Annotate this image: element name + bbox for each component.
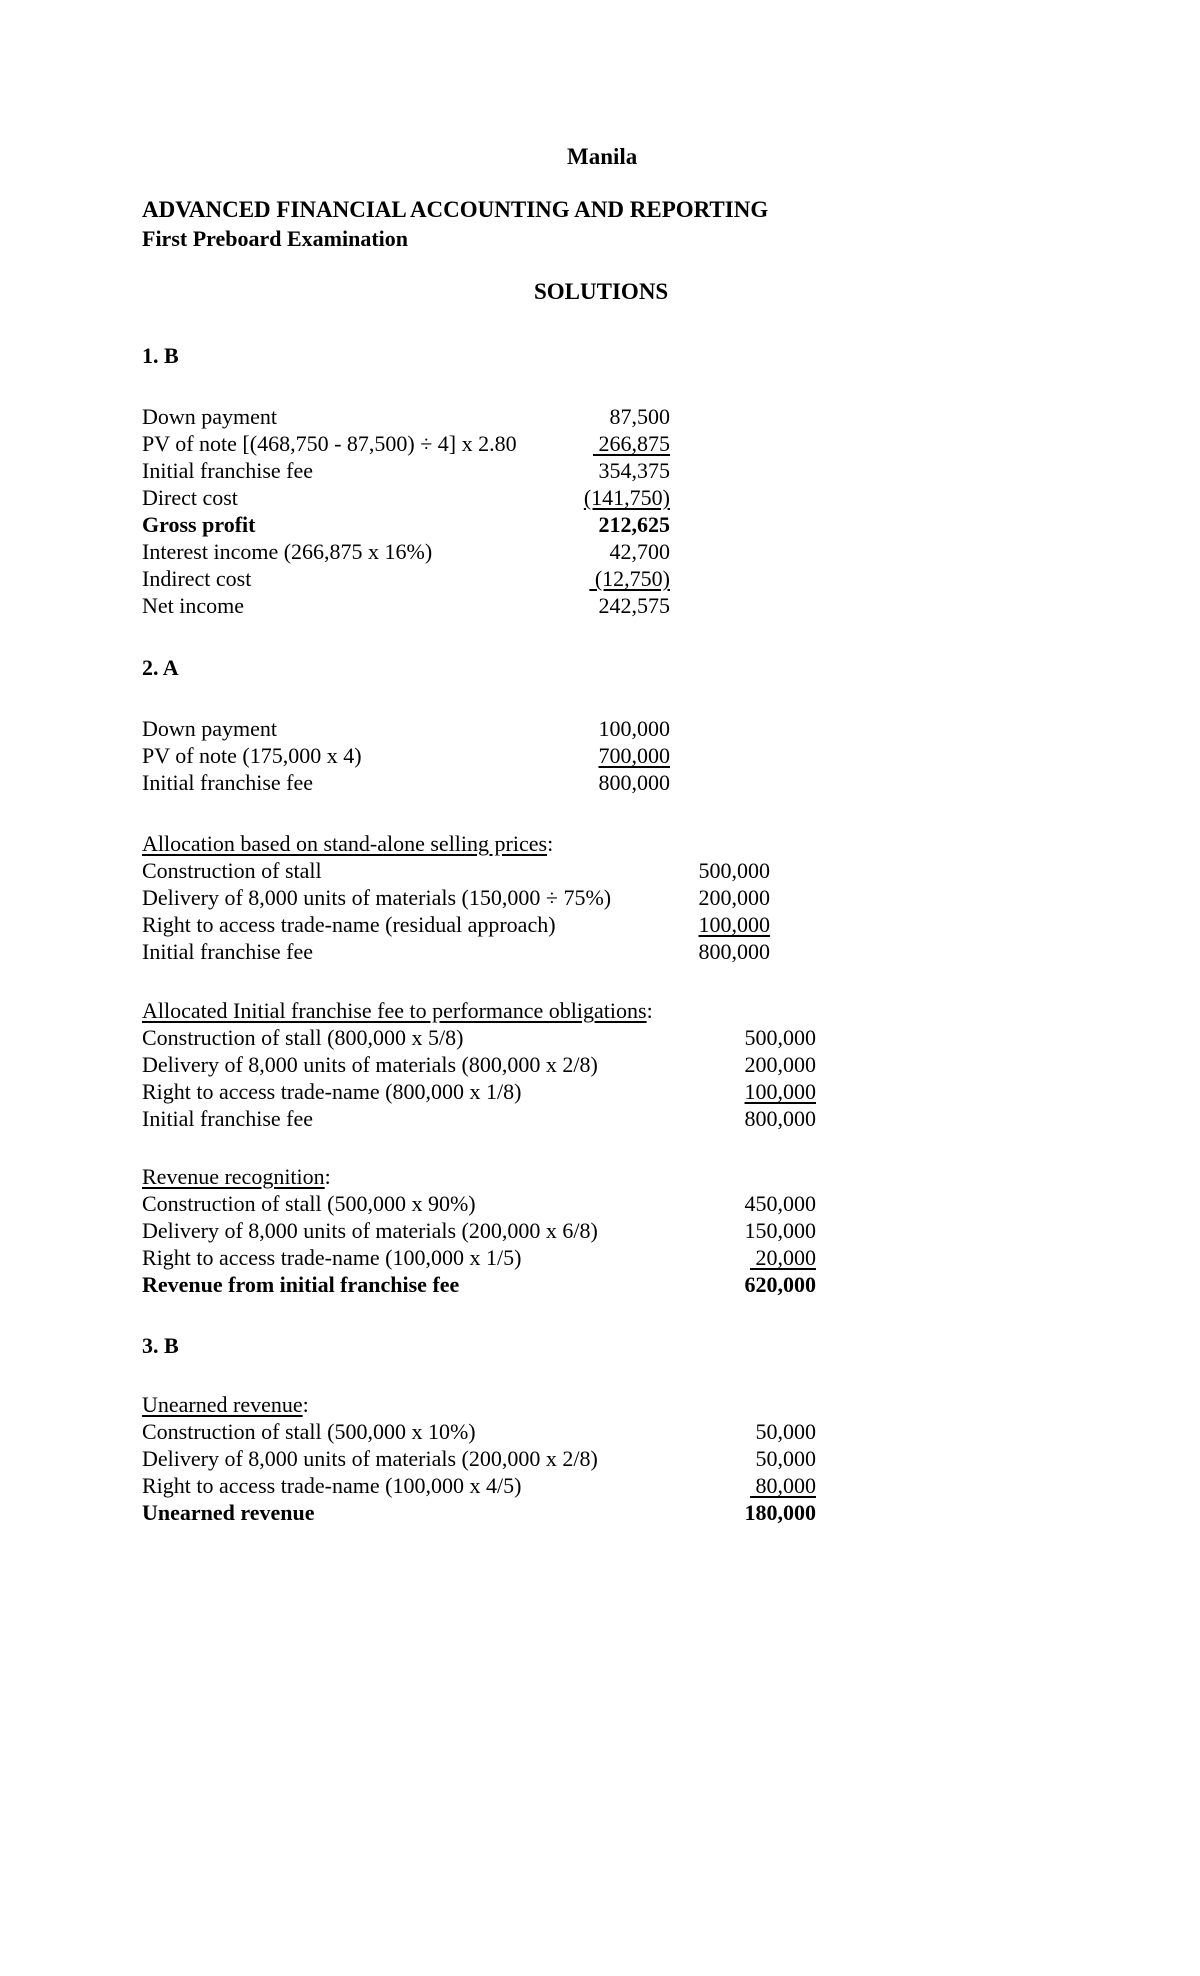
recognition-row-amount: 620,000: [744, 1272, 816, 1297]
unearned-row-label: Right to access trade-name (100,000 x 4/5): [142, 1473, 522, 1498]
recognition-row-label: Delivery of 8,000 units of materials (200,000 x 6/8): [142, 1218, 598, 1243]
exam-subtitle: First Preboard Examination: [142, 226, 409, 251]
recognition-row-label: Revenue from initial franchise fee: [142, 1272, 460, 1297]
q1-row-label: PV of note [(468,750 - 87,500) ÷ 4] x 2.80: [142, 431, 517, 456]
allocated-row-label: Delivery of 8,000 units of materials (800,000 x 2/8): [142, 1052, 598, 1077]
allocated-row-amount: 200,000: [744, 1052, 816, 1077]
unearned-row-label: Unearned revenue: [142, 1500, 315, 1525]
q2-row-amount: 100,000: [598, 716, 670, 741]
allocated-row-amount: 500,000: [744, 1025, 816, 1050]
q1-row-label: Net income: [142, 593, 245, 618]
unearned-row-label: Construction of stall (500,000 x 10%): [142, 1419, 476, 1444]
recognition-row-label: Construction of stall (500,000 x 90%): [142, 1191, 476, 1216]
allocation-row-label: Delivery of 8,000 units of materials (150,000 ÷ 75%): [142, 885, 612, 910]
unearned-row-amount: 80,000: [750, 1473, 816, 1498]
unearned-row-amount: 50,000: [755, 1419, 816, 1444]
allocated-row-amount: 100,000: [744, 1079, 816, 1104]
allocated-row-label: Initial franchise fee: [142, 1106, 314, 1131]
allocated-heading: Allocated Initial franchise fee to performance obligations:: [142, 998, 653, 1023]
location-heading: Manila: [567, 144, 638, 169]
allocated-row-amount: 800,000: [744, 1106, 816, 1131]
q1-row-amount: 242,575: [598, 593, 670, 618]
recognition-row-amount: 450,000: [744, 1191, 816, 1216]
allocation-heading: Allocation based on stand-alone selling prices:: [142, 831, 554, 856]
unearned-heading: Unearned revenue:: [142, 1392, 309, 1417]
unearned-row-label: Delivery of 8,000 units of materials (200,000 x 2/8): [142, 1446, 598, 1471]
unearned-row-amount: 180,000: [744, 1500, 816, 1525]
q3-answer: 3. B: [142, 1333, 179, 1358]
q1-row-label: Gross profit: [142, 512, 256, 537]
course-title: ADVANCED FINANCIAL ACCOUNTING AND REPORTING: [142, 197, 769, 222]
q1-row-amount: 266,875: [593, 431, 670, 456]
q2-answer: 2. A: [142, 655, 179, 680]
solutions-heading: SOLUTIONS: [534, 279, 669, 304]
q2-row-amount: 800,000: [598, 770, 670, 795]
unearned-row-amount: 50,000: [755, 1446, 816, 1471]
allocation-row-label: Right to access trade-name (residual approach): [142, 912, 556, 937]
allocation-row-amount: 200,000: [698, 885, 770, 910]
q1-row-amount: 212,625: [598, 512, 670, 537]
allocation-row-label: Construction of stall: [142, 858, 322, 883]
q1-row-amount: 42,700: [609, 539, 670, 564]
q1-row-label: Interest income (266,875 x 16%): [142, 539, 433, 564]
q1-row-amount: (12,750): [589, 566, 670, 591]
q1-answer: 1. B: [142, 343, 179, 368]
allocation-row-amount: 500,000: [698, 858, 770, 883]
q2-row-label: PV of note (175,000 x 4): [142, 743, 362, 768]
recognition-row-amount: 150,000: [744, 1218, 816, 1243]
allocated-row-label: Construction of stall (800,000 x 5/8): [142, 1025, 464, 1050]
recognition-heading: Revenue recognition:: [142, 1164, 331, 1189]
recognition-row-label: Right to access trade-name (100,000 x 1/5): [142, 1245, 522, 1270]
q1-row-label: Direct cost: [142, 485, 238, 510]
q1-row-label: Initial franchise fee: [142, 458, 314, 483]
q1-row-amount: (141,750): [583, 485, 670, 510]
allocation-row-label: Initial franchise fee: [142, 939, 314, 964]
q2-row-label: Initial franchise fee: [142, 770, 314, 795]
q1-row-amount: 354,375: [598, 458, 670, 483]
q2-row-label: Down payment: [142, 716, 278, 741]
q2-row-amount: 700,000: [598, 743, 670, 768]
allocation-row-amount: 100,000: [698, 912, 770, 937]
q1-row-label: Indirect cost: [142, 566, 252, 591]
q1-row-amount: 87,500: [609, 404, 670, 429]
allocated-row-label: Right to access trade-name (800,000 x 1/8): [142, 1079, 522, 1104]
allocation-row-amount: 800,000: [698, 939, 770, 964]
q1-row-label: Down payment: [142, 404, 278, 429]
recognition-row-amount: 20,000: [750, 1245, 816, 1270]
